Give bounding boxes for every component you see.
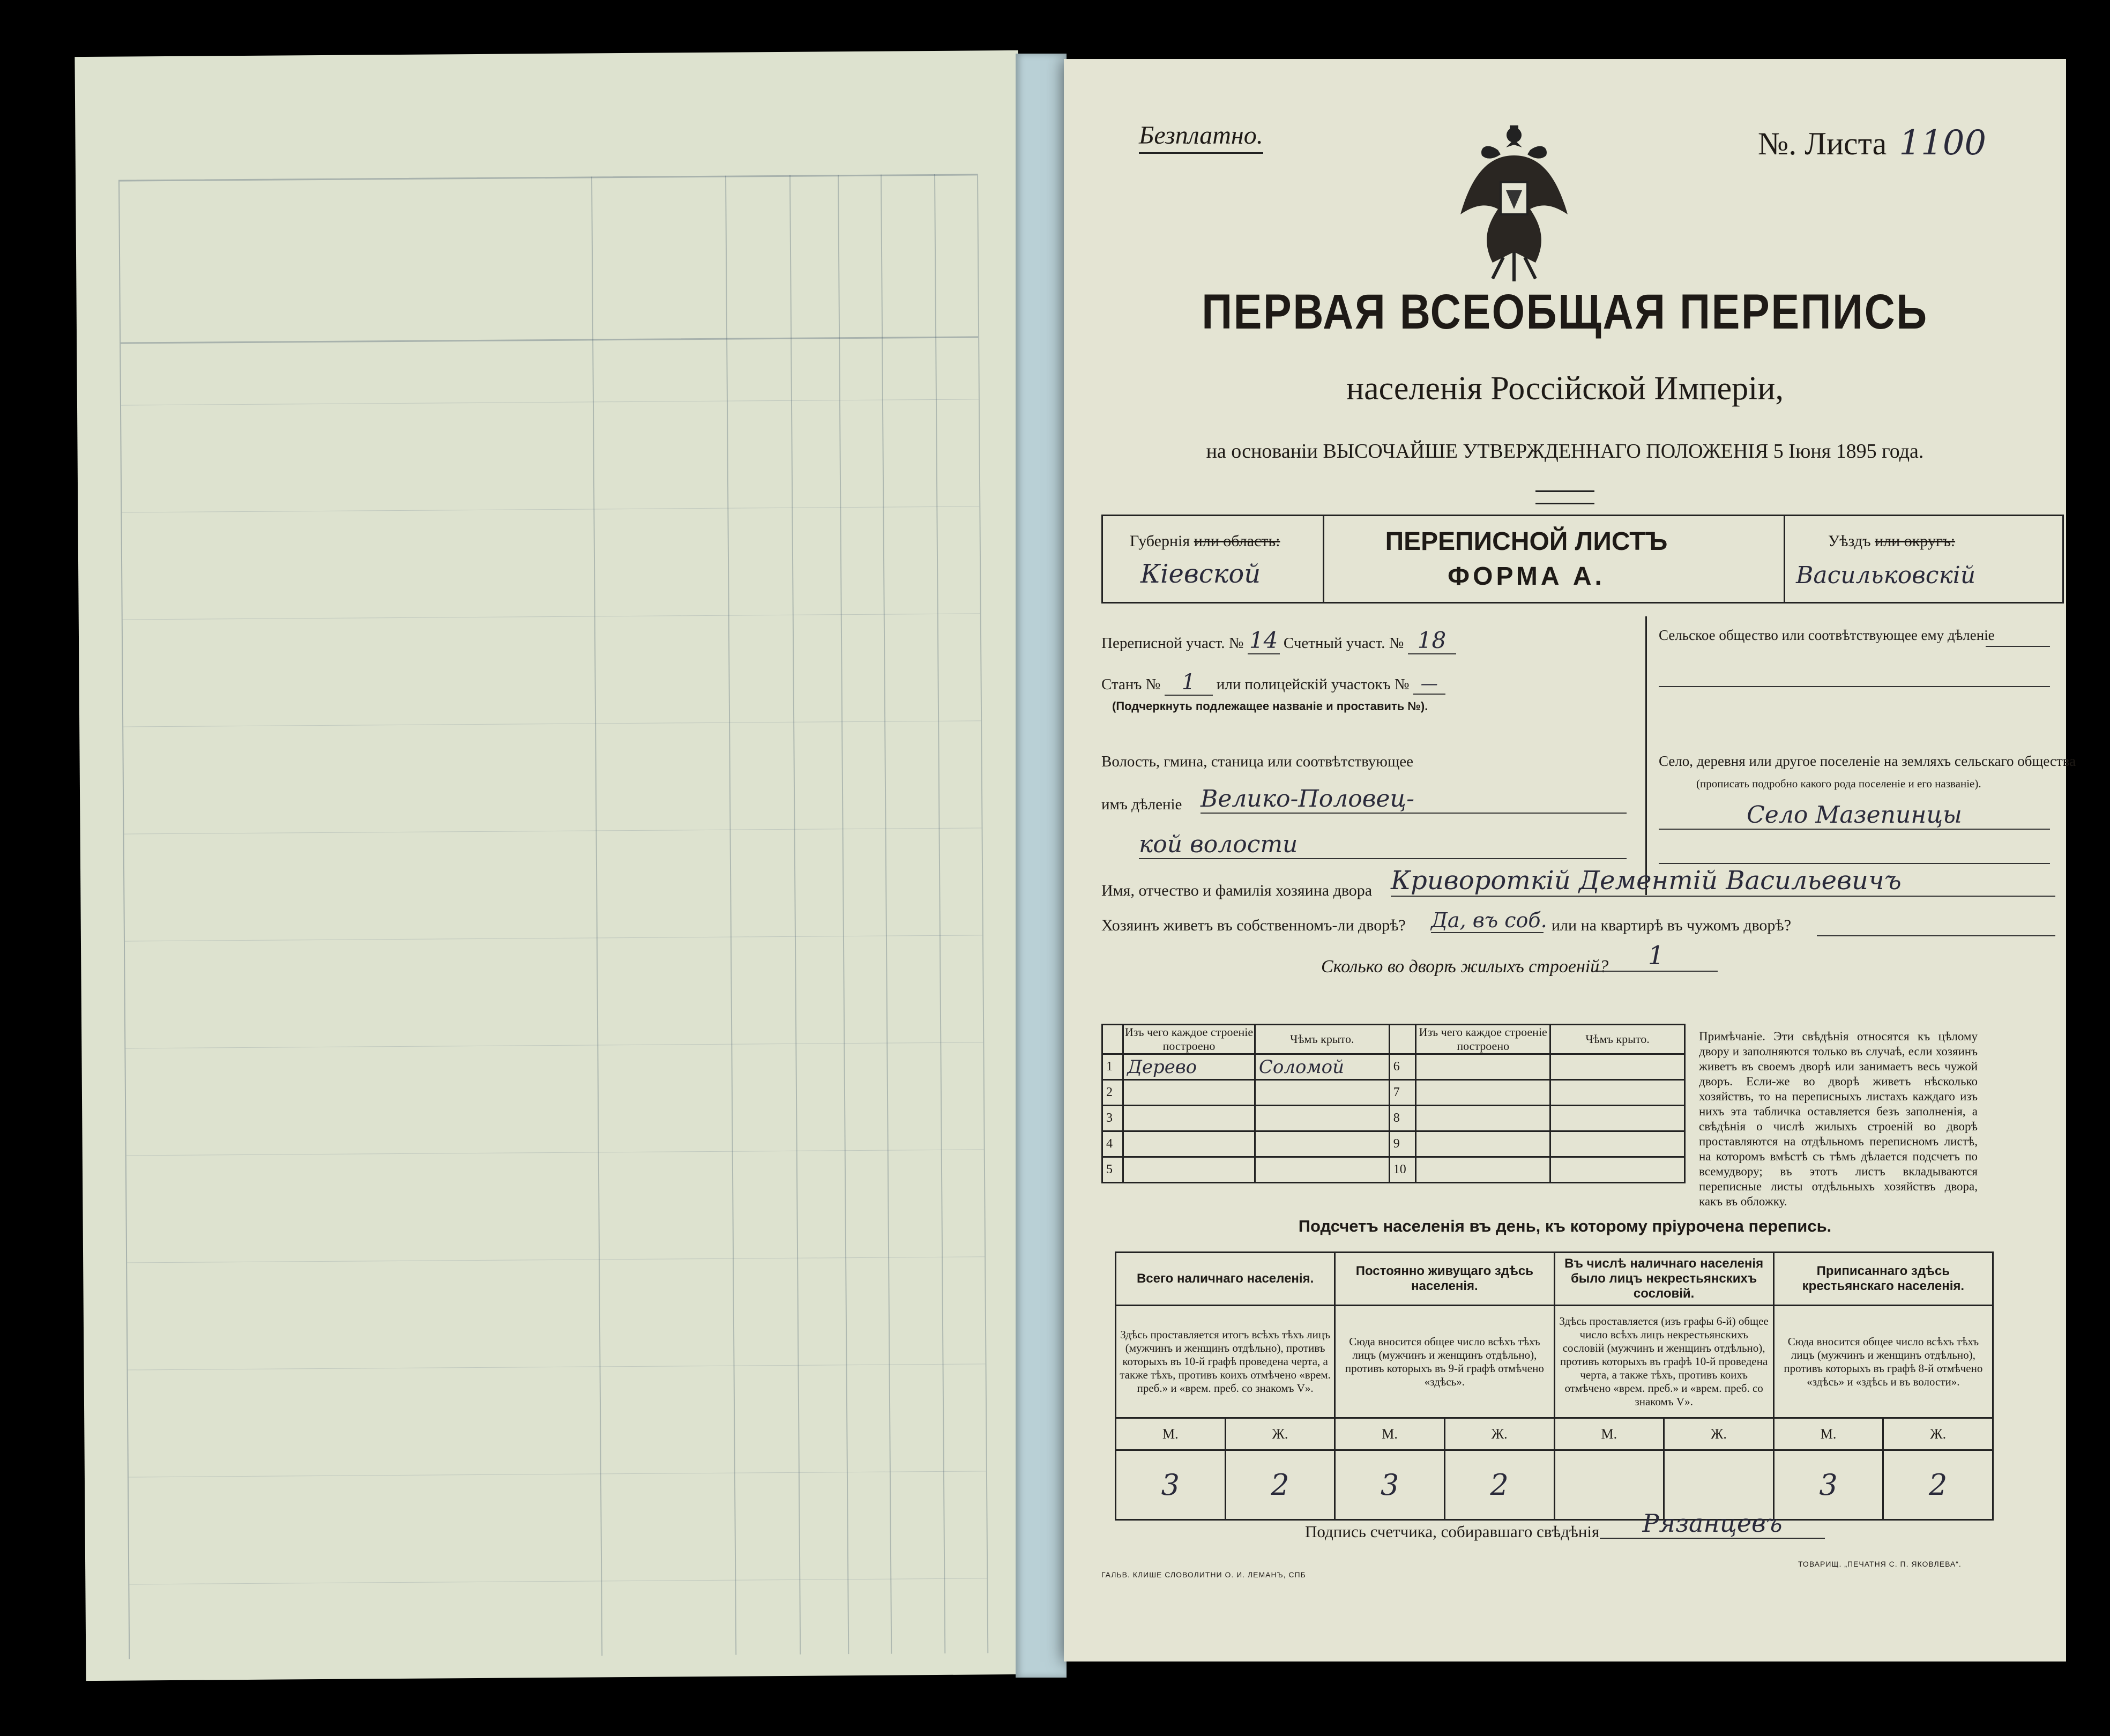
- binding-gutter: [1016, 54, 1067, 1678]
- col-material-left: Изъ чего каждое строеніе построено: [1123, 1025, 1255, 1054]
- sheet-number-label: №. Листа: [1758, 126, 1887, 161]
- form-basis: на основаніи ВЫСОЧАЙШЕ УТВЕРЖДЕННАГО ПОЛОЖЕНІЯ 5 Іюня 1895 года.: [1206, 440, 1924, 463]
- count-total-m: 3: [1116, 1450, 1226, 1520]
- count-permanent-m: 3: [1335, 1450, 1445, 1520]
- col-material-right: Изъ чего каждое строеніе построено: [1416, 1025, 1550, 1054]
- count-desc-peasant: Сюда вносится общее число всѣхъ тѣхъ лицъ (мужчинъ и женщинъ отдѣльно), противъ которыхъ въ графѣ 8-й отмѣчено «здѣсь» и «здѣсь и въ волости».: [1773, 1306, 1993, 1418]
- gubernia-struck: или область:: [1194, 532, 1280, 550]
- row-number: 8: [1389, 1106, 1416, 1131]
- form-type-box: [1323, 516, 1730, 602]
- sheet-number-value: 1100: [1899, 123, 1987, 163]
- count-peasant-m: 3: [1773, 1450, 1883, 1520]
- material-cell: Дерево: [1123, 1054, 1255, 1080]
- m-label: М.: [1335, 1418, 1445, 1450]
- material-cell: [1123, 1106, 1255, 1131]
- count-head-non-peasant: Въ числѣ наличнаго населенія было лицъ некрестьянскихъ сословій.: [1554, 1253, 1773, 1306]
- count-head-peasant: Приписаннаго здѣсь крестьянскаго населенія.: [1773, 1253, 1993, 1306]
- uezd-label-row: [1828, 532, 1955, 550]
- footer-printer-left: ГАЛЬВ. КЛИШЕ СЛОВОЛИТНИ О. И. ЛЕМАНЪ, СПБ: [1101, 1570, 1306, 1579]
- zh-label: Ж.: [1664, 1418, 1774, 1450]
- perepis-uch-value: 14: [1248, 627, 1280, 654]
- m-label: М.: [1773, 1418, 1883, 1450]
- form-type-code: ФОРМА А.: [1448, 562, 1605, 591]
- volost-value-1: Велико-Половец-: [1201, 785, 1627, 814]
- schet-uch-value: 18: [1408, 627, 1456, 654]
- uezd-struck: или округъ:: [1875, 532, 1956, 550]
- row-number: 6: [1389, 1054, 1416, 1080]
- signature-value: Рязанцевъ: [1600, 1509, 1825, 1539]
- count-desc-non-peasant: Здѣсь проставляется (изъ графы 6-й) общее число всѣхъ лицъ некрестьянскихъ сословій (мужчинъ и женщинъ отдѣльно), противъ которыхъ въ графѣ 10-й проведена черта, а также тѣхъ, противъ коихъ отмѣчено «врем. преб.» и «врем. преб. со знакомъ V».: [1554, 1306, 1773, 1418]
- table-row: [1102, 1157, 1685, 1183]
- stan-row: [1101, 670, 1445, 696]
- count-head-permanent: Постоянно живущаго здѣсь населенія.: [1335, 1253, 1554, 1306]
- row-number: 10: [1389, 1157, 1416, 1183]
- count-desc-total: Здѣсь проставляется итогъ всѣхъ тѣхъ лицъ (мужчинъ и женщинъ отдѣльно), противъ которыхъ въ 10-й графѣ проведена черта, а также тѣхъ, противъ коихъ отмѣчено «врем. преб.» и «врем. преб. со знакомъ V».: [1116, 1306, 1335, 1418]
- free-label: Безплатно.: [1139, 121, 1263, 154]
- roof-cell: [1255, 1157, 1389, 1183]
- left-page: [74, 50, 1029, 1681]
- table-row: [1102, 1080, 1685, 1106]
- imperial-eagle-emblem: [1450, 123, 1578, 284]
- uezd-box: [1784, 516, 2064, 602]
- row-number: 1: [1102, 1054, 1123, 1080]
- zh-label: Ж.: [1883, 1418, 1993, 1450]
- gubernia-box: [1103, 516, 1324, 602]
- buildings-table: [1101, 1024, 1686, 1183]
- m-label: М.: [1554, 1418, 1664, 1450]
- gubernia-label: Губернія: [1130, 532, 1194, 550]
- stan-label: Станъ №: [1101, 676, 1161, 693]
- right-fields: [1659, 616, 2076, 895]
- owner-label: Имя, отчество и фамилія хозяина двора: [1101, 882, 1373, 899]
- material-cell: [1123, 1131, 1255, 1157]
- selo-label: Село, деревня или другое поселеніе на земляхъ сельскаго общества: [1659, 753, 2076, 769]
- zh-label: Ж.: [1444, 1418, 1554, 1450]
- volost-label-1: Волость, гмина, станица или соотвѣтствующее: [1101, 753, 1414, 770]
- col-roof-left: Чѣмъ крыто.: [1255, 1025, 1389, 1054]
- schet-uch-label: Счетный участ. №: [1283, 635, 1404, 652]
- header-boxes: [1101, 515, 2064, 603]
- material-cell: [1123, 1157, 1255, 1183]
- lives-value: Да, въ соб.: [1431, 908, 1547, 932]
- signature-label: Подпись счетчика, собиравшаго свѣдѣнія: [1305, 1522, 1600, 1541]
- footer-printer-right: ТОВАРИЩ. „ПЕЧАТНЯ С. П. ЯКОВЛЕВА“.: [1798, 1560, 1962, 1568]
- perepis-uch-label: Переписной участ. №: [1101, 635, 1244, 652]
- population-count-table: [1115, 1251, 1994, 1521]
- col-roof-right: Чѣмъ крыто.: [1550, 1025, 1685, 1054]
- row-number: 3: [1102, 1106, 1123, 1131]
- uchastok-row: [1101, 627, 1456, 654]
- census-form-page: [1064, 59, 2076, 1662]
- ornament-divider: [1535, 490, 1594, 504]
- selsk-label: Сельское общество или соотвѣтствующее ему дѣленіе: [1659, 627, 1995, 643]
- police-value: —: [1413, 673, 1445, 695]
- count-permanent-zh: 2: [1444, 1450, 1554, 1520]
- roof-cell: [1255, 1080, 1389, 1106]
- count-desc-permanent: Сюда вносится общее число всѣхъ тѣхъ лицъ (мужчинъ и женщинъ отдѣльно), противъ которыхъ въ 9-й графѣ отмѣчено «здѣсь».: [1335, 1306, 1554, 1418]
- roof-cell: [1255, 1131, 1389, 1157]
- count-peasant-zh: 2: [1883, 1450, 1993, 1520]
- zh-label: Ж.: [1225, 1418, 1335, 1450]
- row-number: 5: [1102, 1157, 1123, 1183]
- owner-value: Кривороткій Дементій Васильевичъ: [1391, 866, 2055, 897]
- volost-value-2: кой волости: [1139, 831, 1627, 859]
- lives-label: Хозяинъ живетъ въ собственномъ-ли дворѣ?: [1101, 917, 1406, 934]
- sheet-number: [1758, 123, 1986, 163]
- owner-section: [1101, 866, 2061, 1016]
- form-subtitle: населенія Россійской Имперіи,: [1346, 370, 1784, 407]
- form-title: ПЕРВАЯ ВСЕОБЩАЯ ПЕРЕПИСЬ: [1202, 285, 1928, 339]
- table-row: [1102, 1106, 1685, 1131]
- buildings-value: 1: [1594, 941, 1718, 972]
- gubernia-label-row: [1130, 532, 1280, 550]
- police-label: или полицейскій участокъ №: [1216, 676, 1410, 693]
- buildings-label: Сколько во дворѣ жилыхъ строеній?: [1321, 957, 1609, 977]
- table-row: [1102, 1054, 1685, 1080]
- stan-value: 1: [1165, 670, 1213, 696]
- remark-note: Примѣчаніе. Эти свѣдѣнія относятся къ цѣлому двору и заполняются только въ случаѣ, если хозяинъ живетъ въ своемъ дворѣ или занимаетъ весь чужой дворъ. Если-же во дворѣ живетъ нѣсколько хозяйствъ, то на переписныхъ листахъ каждаго изъ нихъ эта табличка оставляется безъ заполненія, а свѣдѣнія о числѣ жилыхъ строеній во дворѣ проставляются на отдѣльномъ переписномъ листѣ, на которомъ вмѣстѣ съ тѣмъ дѣлается подсчетъ по всемудвору; въ этотъ листъ вкладываются переписные листы отдѣльныхъ хозяйствъ двора, какъ въ обложку.: [1699, 1030, 1978, 1208]
- m-label: М.: [1116, 1418, 1226, 1450]
- count-head-total: Всего наличнаго населенія.: [1116, 1253, 1335, 1306]
- uezd-value: Васильковскій: [1796, 562, 1976, 589]
- roof-cell: [1255, 1106, 1389, 1131]
- row-number: 7: [1389, 1080, 1416, 1106]
- selo-value: Село Мазепинцы: [1659, 801, 2050, 830]
- ghost-table: [118, 174, 987, 1659]
- form-type-title: ПЕРЕПИСНОЙ ЛИСТЪ: [1385, 527, 1668, 556]
- table-row: [1102, 1131, 1685, 1157]
- underline-note: (Подчеркнуть подлежащее названіе и проставить №).: [1112, 699, 1428, 713]
- fields-divider: [1645, 616, 1647, 895]
- material-cell: [1123, 1080, 1255, 1106]
- gubernia-value: Кіевской: [1140, 559, 1261, 589]
- uezd-label: Уѣздъ: [1828, 532, 1875, 550]
- count-total-zh: 2: [1225, 1450, 1335, 1520]
- row-number: 4: [1102, 1131, 1123, 1157]
- count-title: Подсчетъ населенія въ день, къ которому пріурочена перепись.: [1298, 1217, 1832, 1235]
- roof-cell: Соломой: [1255, 1054, 1389, 1080]
- row-number: 9: [1389, 1131, 1416, 1157]
- volost-label-2: имъ дѣленіе: [1101, 796, 1182, 813]
- lives-alt-label: или на квартирѣ въ чужомъ дворѣ?: [1552, 917, 1792, 934]
- selo-note: (прописать подробно какого рода поселеніе и его названіе).: [1696, 777, 1981, 790]
- row-number: 2: [1102, 1080, 1123, 1106]
